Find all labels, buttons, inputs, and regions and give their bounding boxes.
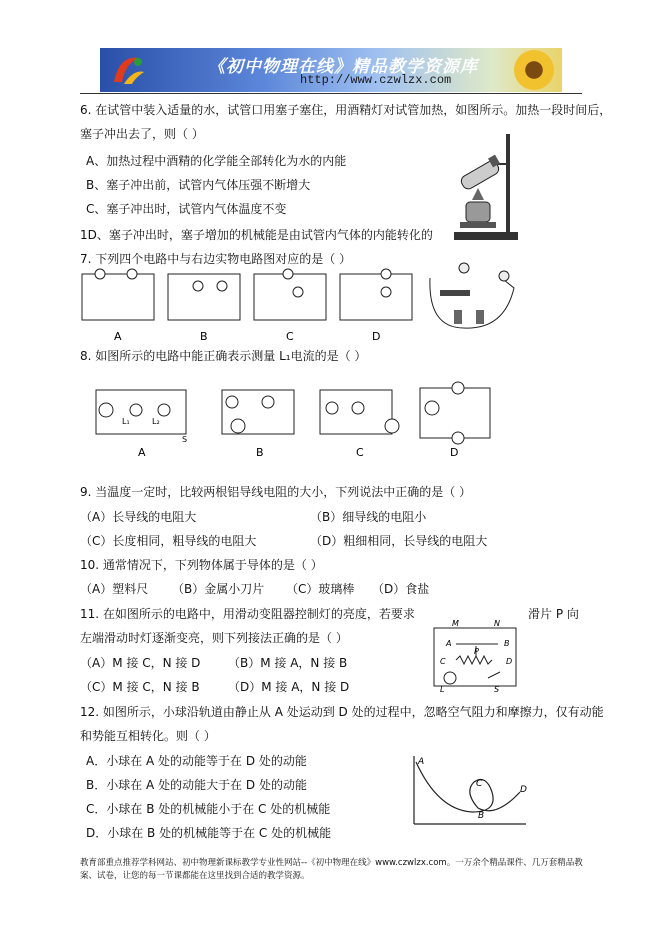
q8-a-switch: S	[182, 435, 188, 444]
q7-stem: 7. 下列四个电路中与右边实物电路图对应的是（ ）	[80, 252, 352, 266]
q7-label-b: B	[200, 330, 208, 343]
site-logo-icon	[108, 52, 148, 88]
q6-stem-line1: 6. 在试管中装入适量的水，试管口用塞子塞住，用酒精灯对试管加热，如图所示。加热一段时间后，	[80, 103, 612, 117]
q8-stem: 8. 如图所示的电路中能正确表示测量 L₁电流的是（ ）	[80, 349, 367, 363]
q11-option-c: （C）M 接 C，N 接 B	[80, 680, 200, 694]
q10-option-d: （D）食盐	[372, 582, 430, 596]
q11-option-d: （D）M 接 A，N 接 D	[228, 680, 350, 694]
q11-option-b: （B）M 接 A，N 接 B	[228, 656, 348, 670]
q8-a-l2: L₂	[152, 417, 160, 426]
q11-fig-a: A	[446, 639, 452, 648]
q7-label-d: D	[372, 330, 381, 343]
q7-circuit-options	[78, 264, 428, 346]
q9-option-c: （C）长度相同，粗导线的电阻大	[80, 534, 257, 548]
q12-fig-c: C	[476, 779, 483, 789]
q10-option-a: （A）塑料尺	[80, 582, 149, 596]
q6-option-a: A、加热过程中酒精的化学能全部转化为水的内能	[86, 154, 347, 168]
q10-option-b: （B）金属小刀片	[172, 582, 265, 596]
q12-stem-line2: 和势能互相转化。则（ ）	[80, 729, 216, 743]
q12-fig-a: A	[418, 757, 425, 767]
q11-fig-s: S	[494, 685, 500, 694]
q12-option-a: A．小球在 A 处的动能等于在 D 处的动能	[86, 754, 307, 768]
q11-fig-m: M	[452, 619, 459, 628]
q11-stem-line1-end: 滑片 P 向	[528, 607, 579, 621]
q8-label-c: C	[356, 446, 364, 459]
q12-option-c: C．小球在 B 处的机械能小于在 C 处的机械能	[86, 802, 331, 816]
q9-option-b: （B）细导线的电阻小	[310, 510, 427, 524]
q11-fig-c: C	[440, 657, 446, 666]
q11-fig-p: P	[474, 647, 479, 656]
q10-stem: 10. 通常情况下，下列物体属于导体的是（ ）	[80, 558, 323, 572]
q10-option-c: （C）玻璃棒	[286, 582, 355, 596]
q9-option-a: （A）长导线的电阻大	[80, 510, 197, 524]
q11-fig-n: N	[494, 619, 500, 628]
page-footer: 教育部重点推荐学科网站、初中物理新课标教学专业性网站--《初中物理在线》www.czwlzx.com。一万余个精品课件、几万套精品教案、试卷，让您的每一节课都能在这里找到合适的教学资源。	[80, 858, 583, 881]
q12-fig-b: B	[478, 811, 485, 821]
q11-option-a: （A）M 接 C，N 接 D	[80, 656, 201, 670]
banner-url[interactable]: http://www.czwlzx.com	[300, 73, 452, 87]
q12-fig-d: D	[520, 785, 527, 795]
q11-stem-line2: 左端滑动时灯逐渐变亮，则下列接法正确的是（ ）	[80, 631, 348, 645]
q11-rheostat-circuit-figure	[428, 616, 528, 694]
q8-circuit-options	[92, 380, 492, 460]
q9-option-d: （D）粗细相同，长导线的电阻大	[310, 534, 488, 548]
q11-fig-l: L	[440, 685, 445, 694]
q6-option-c: C、塞子冲出时，试管内气体温度不变	[86, 202, 287, 216]
q6-option-b: B、塞子冲出前，试管内气体压强不断增大	[86, 178, 311, 192]
q8-label-a: A	[138, 446, 146, 459]
q6-test-tube-figure	[450, 128, 520, 242]
q6-stem-line2: 塞子冲出去了，则（ ）	[80, 127, 204, 141]
q8-a-l1: L₁	[122, 417, 130, 426]
q12-option-b: B．小球在 A 处的动能大于在 D 处的动能	[86, 778, 307, 792]
q7-physical-circuit-figure	[424, 258, 524, 338]
q7-label-c: C	[286, 330, 294, 343]
q11-stem-line1: 11. 在如图所示的电路中，用滑动变阻器控制灯的亮度，若要求	[80, 607, 415, 621]
q11-fig-d: D	[506, 657, 513, 666]
q12-option-d: D．小球在 B 处的机械能等于在 C 处的机械能	[86, 826, 332, 840]
banner-title: 《初中物理在线》精品教学资源库	[208, 57, 478, 77]
q12-track-figure	[408, 752, 532, 830]
sunflower-icon	[514, 50, 554, 90]
q8-label-b: B	[256, 446, 264, 459]
q8-label-d: D	[450, 446, 459, 459]
q6-option-d: 1D、塞子冲出时，塞子增加的机械能是由试管内气体的内能转化的	[80, 228, 433, 242]
q7-label-a: A	[114, 330, 122, 343]
q11-fig-b: B	[504, 639, 510, 648]
header-banner	[100, 48, 562, 92]
q9-stem: 9. 当温度一定时，比较两根铝导线电阻的大小，下列说法中正确的是（ ）	[80, 485, 472, 499]
header-rule	[80, 93, 582, 94]
q12-stem-line1: 12. 如图所示，小球沿轨道由静止从 A 处运动到 D 处的过程中，忽略空气阻力和摩擦力，仅有动能	[80, 705, 604, 719]
